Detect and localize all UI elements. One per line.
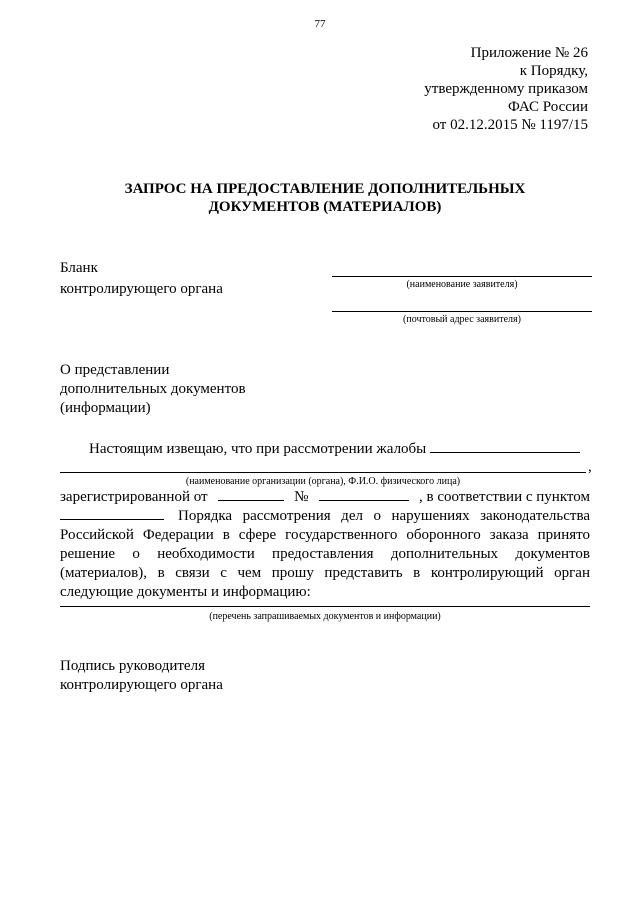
applicant-name-caption: (наименование заявителя)	[406, 279, 518, 290]
appendix-line-3: утвержденному приказом	[424, 81, 588, 97]
letterhead-line-1: Бланк	[60, 260, 98, 276]
request-paragraph	[60, 507, 590, 602]
applicant-address-caption: (почтовый адрес заявителя)	[403, 314, 521, 325]
request-text: Порядка рассмотрения дел о нарушениях законодательства Российской Федерации в сфере государственного оборонного заказа принято решение о необходимости предоставления дополнительных документов (материалов), в связи с чем прошу представить в контролирующий орган следующие документы и информацию:	[60, 508, 590, 600]
appendix-line-4: ФАС России	[508, 99, 588, 115]
applicant-name-line[interactable]	[332, 276, 592, 277]
page-number: 77	[314, 18, 326, 30]
organization-line[interactable]	[60, 472, 586, 473]
intro-line	[89, 440, 580, 458]
title-line-1: ЗАПРОС НА ПРЕДОСТАВЛЕНИЕ ДОПОЛНИТЕЛЬНЫХ	[124, 181, 526, 197]
appendix-line-5: от 02.12.2015 № 1197/15	[432, 117, 588, 133]
appendix-block	[368, 44, 588, 134]
signature-block	[60, 657, 223, 695]
documents-list-line[interactable]	[60, 606, 590, 607]
registered-text: зарегистрированной от	[60, 489, 208, 505]
signature-line-2: контролирующего органа	[60, 677, 223, 693]
organization-comma: ,	[588, 459, 592, 475]
signature-line-1: Подпись руководителя	[60, 658, 205, 674]
subject-block	[60, 361, 246, 418]
document-title	[60, 180, 590, 216]
accordance-text: , в соответствии с пунктом	[419, 489, 590, 505]
letterhead-label	[60, 259, 223, 298]
registration-line	[60, 488, 590, 506]
date-blank[interactable]	[218, 488, 284, 501]
subject-line-1: О представлении	[60, 362, 170, 378]
complaint-blank[interactable]	[430, 440, 580, 453]
title-line-2: ДОКУМЕНТОВ (МАТЕРИАЛОВ)	[208, 199, 442, 215]
documents-list-caption: (перечень запрашиваемых документов и информации)	[209, 611, 441, 622]
subject-line-3: (информации)	[60, 400, 151, 416]
clause-blank[interactable]	[60, 507, 164, 520]
number-blank[interactable]	[319, 488, 409, 501]
subject-line-2: дополнительных документов	[60, 381, 246, 397]
applicant-address-line[interactable]	[332, 311, 592, 312]
intro-text: Настоящим извещаю, что при рассмотрении жалобы	[89, 441, 427, 457]
organization-caption: (наименование организации (органа), Ф.И.О. физического лица)	[185, 476, 461, 487]
number-sign: №	[294, 489, 309, 505]
appendix-line-2: к Порядку,	[519, 63, 588, 79]
letterhead-line-2: контролирующего органа	[60, 281, 223, 297]
appendix-line-1: Приложение № 26	[470, 45, 588, 61]
